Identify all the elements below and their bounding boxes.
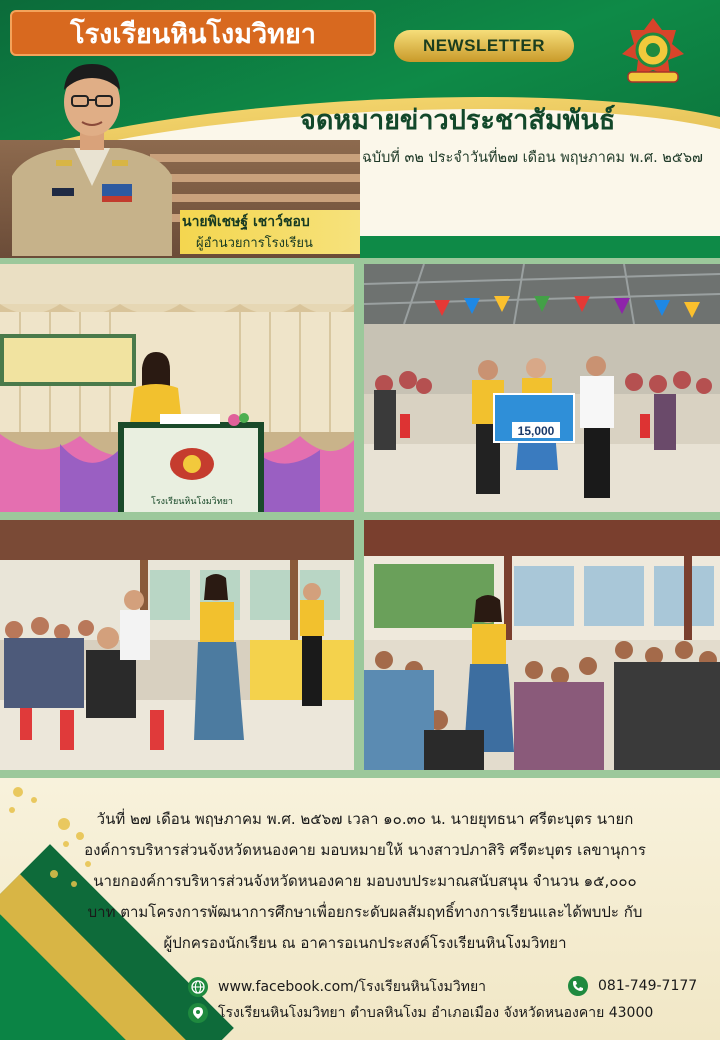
article-line: องค์การบริหารส่วนจังหวัดหนองคาย มอบหมายให้ นางสาวปภาสิริ ศรีตะบุตร เลขานุการ (84, 841, 646, 859)
phone-icon (568, 976, 588, 996)
article-line: ผู้ปกครองนักเรียน ณ อาคารอเนกประสงค์โรงเรียนหินโงมวิทยา (163, 934, 567, 952)
podium-sign-text: โรงเรียนหินโงมวิทยา (151, 497, 233, 507)
newsletter-title: จดหมายข่าวประชาสัมพันธ์ (300, 105, 616, 136)
location-pin-icon (188, 1003, 208, 1023)
photo-meeting-parents-2 (364, 520, 720, 770)
issue-date-line: ฉบับที่ ๓๒ ประจำวันที่๒๗ เดือน พฤษภาคม พ.ศ. ๒๕๖๗ (362, 150, 703, 166)
phone-number[interactable]: 081-749-7177 (598, 978, 698, 994)
director-portrait (4, 56, 180, 256)
school-emblem-icon (618, 16, 688, 88)
school-address: โรงเรียนหินโงมวิทยา ตำบลหินโงม อำเภอเมือง จังหวัดหนองคาย 43000 (218, 1005, 654, 1021)
article-line: นายกองค์การบริหารส่วนจังหวัดหนองคาย มอบงบประมาณสนับสนุน จำนวน ๑๕,๐๐๐ (93, 872, 637, 890)
photo-speaker-at-podium (0, 264, 354, 512)
phone-contact[interactable] (568, 976, 697, 996)
school-name: โรงเรียนหินโงมวิทยา (70, 18, 316, 50)
director-title: ผู้อำนวยการโรงเรียน (196, 236, 313, 251)
school-name-banner (10, 10, 376, 56)
article-line: บาท ตามโครงการพัฒนาการศึกษาเพื่อยกระดับผลสัมฤทธิ์ทางการเรียนและได้พบปะ กับ (87, 903, 643, 921)
newsletter-header (0, 0, 720, 258)
globe-icon (188, 977, 208, 997)
photo-grid (0, 258, 720, 778)
article-line: วันที่ ๒๗ เดือน พฤษภาคม พ.ศ. ๒๕๖๗ เวลา ๑๐.๓๐ น. นายยุทธนา ศรีตะบุตร นายก (96, 810, 634, 828)
photo-cheque-presentation (364, 264, 720, 512)
director-name: นายพิเชษฐ์ เชาว์ชอบ (182, 214, 310, 230)
facebook-url[interactable]: www.facebook.com/โรงเรียนหินโงมวิทยา (218, 979, 487, 995)
cheque-amount: 15,000 (517, 424, 555, 438)
newsletter-body (0, 778, 720, 1040)
facebook-contact[interactable] (188, 976, 486, 998)
news-article-text (40, 804, 690, 959)
photo-meeting-parents-1 (0, 520, 354, 770)
address-contact (188, 1002, 653, 1024)
newsletter-label: NEWSLETTER (422, 36, 546, 55)
newsletter-badge (394, 30, 574, 62)
